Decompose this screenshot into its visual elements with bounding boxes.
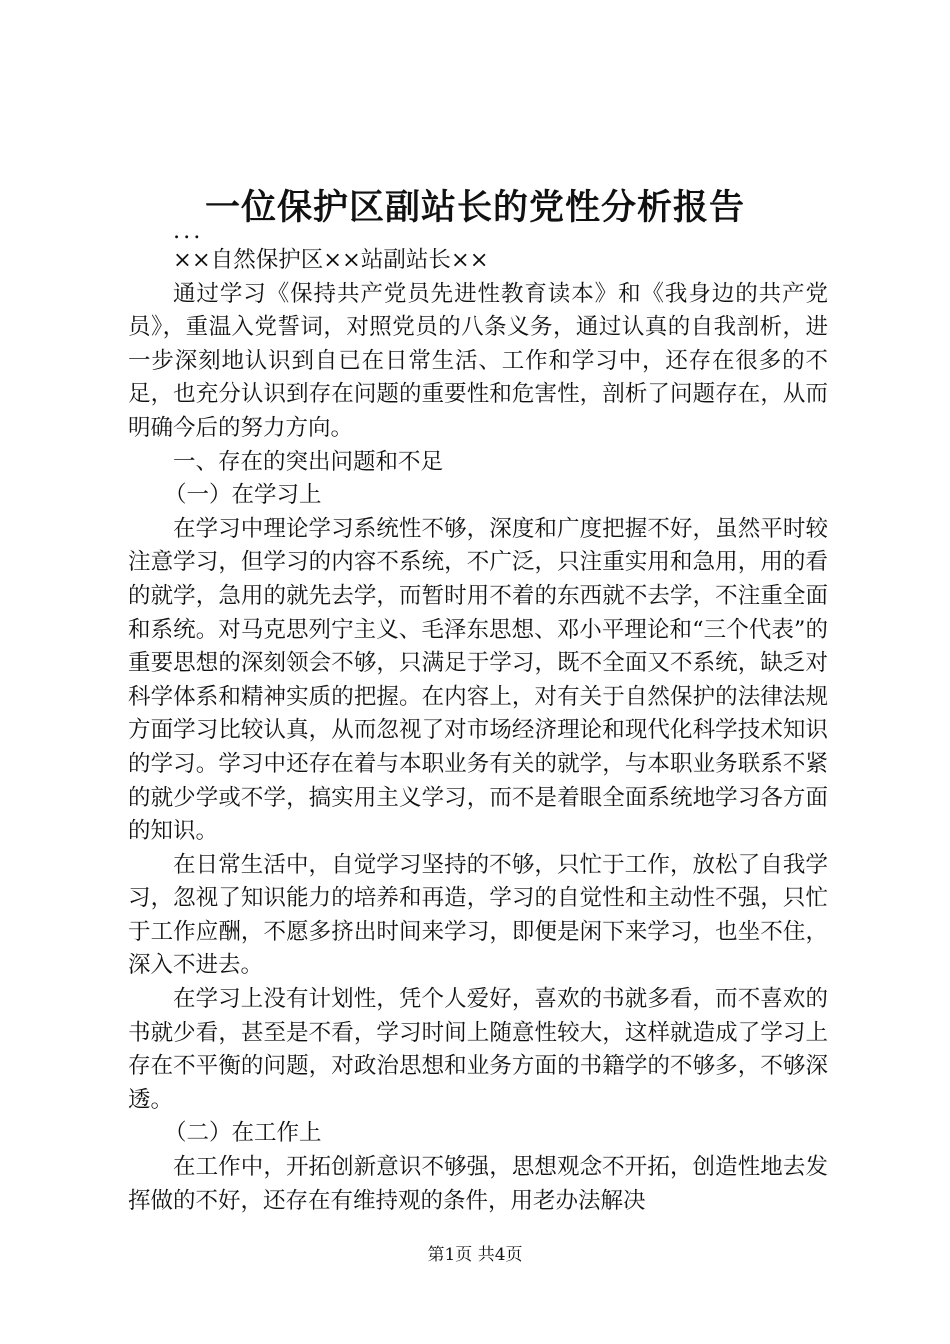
author-line: ××自然保护区××站副站长×× [173,247,489,273]
subsection-heading-work: （二）在工作上 [164,1120,322,1147]
section-heading: 一、存在的突出问题和不足 [173,448,444,475]
intro-paragraph: 通过学习《保持共产党员先进性教育读本》和《我身边的共产党员》，重温入党誓词，对照党员的八条义务，通过认真的自我剖析，进一步深刻地认识到自已在日常生活、工作和学习中，还存在很多的不足，也充分认识到存在问题的重要性和危害性，剖析了问题存在，从而明确今后的努力方向。 [128,280,828,441]
body-paragraph: 在工作中，开拓创新意识不够强，思想观念不开拓，创造性地去发挥做的不好，还存在有维持观的条件，用老办法解决 [128,1154,828,1214]
body-paragraph: 在学习上没有计划性，凭个人爱好，喜欢的书就多看，而不喜欢的书就少看，甚至是不看，学习时间上随意性较大，这样就造成了学习上存在不平衡的问题，对政治思想和业务方面的书籍学的不够多，不够深透。 [128,986,828,1113]
document-title: 一位保护区副站长的党性分析报告 [204,187,745,228]
document-body [128,218,828,1218]
body-paragraph: 在学习中理论学习系统性不够，深度和广度把握不好，虽然平时较注意学习，但学习的内容不系统，不广泛，只注重实用和急用，用的看的就学，急用的就先去学，而暂时用不着的东西就不去学，不注重全面和系统。对马克思列宁主义、毛泽东思想、邓小平理论和“三个代表”的重要思想的深刻领会不够，只满足于学习，既不全面又不系统，缺乏对科学体系和精神实质的把握。在内容上，对有关于自然保护的法律法规方面学习比较认真，从而忽视了对市场经济理论和现代化科学技术知识的学习。学习中还存在着与本职业务有关的就学，与本职业务联系不紧的就少学或不学，搞实用主义学习，而不是着眼全面系统地学习各方面的知识。 [128,515,828,845]
body-paragraph: 在日常生活中，自觉学习坚持的不够，只忙于工作，放松了自我学习，忽视了知识能力的培养和再造，学习的自觉性和主动性不强，只忙于工作应酬，不愿多挤出时间来学习，即便是闲下来学习，也坐不住，深入不进去。 [128,851,828,979]
subsection-heading-study: （一）在学习上 [164,482,322,509]
ellipsis-line: ... [173,218,204,244]
page-footer: 第1页 共4页 [427,1245,523,1265]
